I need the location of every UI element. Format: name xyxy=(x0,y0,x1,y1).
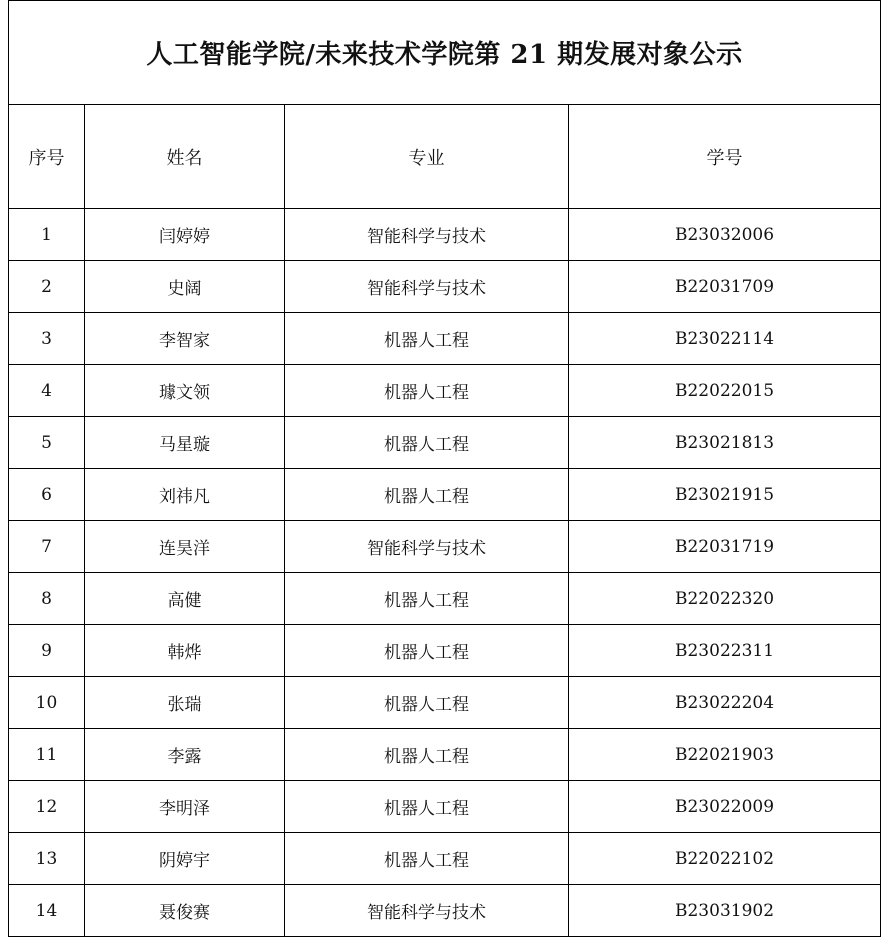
table-row xyxy=(9,833,881,885)
table-row xyxy=(9,781,881,833)
row-index: 2 xyxy=(9,261,85,313)
row-index: 7 xyxy=(9,521,85,573)
row-student-id: B22031709 xyxy=(569,261,881,313)
table-row xyxy=(9,729,881,781)
row-major: 智能科学与技术 xyxy=(285,885,569,937)
row-major: 机器人工程 xyxy=(285,677,569,729)
table-row xyxy=(9,521,881,573)
row-name: 韩烨 xyxy=(85,625,285,677)
table-row xyxy=(9,625,881,677)
announcement-table xyxy=(8,0,881,937)
table-row xyxy=(9,573,881,625)
row-name: 闫婷婷 xyxy=(85,209,285,261)
row-name: 李明泽 xyxy=(85,781,285,833)
row-major: 机器人工程 xyxy=(285,417,569,469)
table-row xyxy=(9,885,881,937)
row-index: 14 xyxy=(9,885,85,937)
row-major: 机器人工程 xyxy=(285,469,569,521)
table-row xyxy=(9,677,881,729)
row-name: 李智家 xyxy=(85,313,285,365)
row-student-id: B23022311 xyxy=(569,625,881,677)
header-row xyxy=(9,105,881,209)
table-row xyxy=(9,209,881,261)
row-major: 机器人工程 xyxy=(285,781,569,833)
row-student-id: B22022102 xyxy=(569,833,881,885)
header-name: 姓名 xyxy=(85,105,285,209)
table-row xyxy=(9,261,881,313)
row-name: 阴婷宇 xyxy=(85,833,285,885)
row-name: 马星璇 xyxy=(85,417,285,469)
row-student-id: B23021915 xyxy=(569,469,881,521)
row-index: 4 xyxy=(9,365,85,417)
title-row xyxy=(9,1,881,105)
row-major: 机器人工程 xyxy=(285,625,569,677)
header-index: 序号 xyxy=(9,105,85,209)
row-index: 13 xyxy=(9,833,85,885)
row-student-id: B22022320 xyxy=(569,573,881,625)
row-major: 机器人工程 xyxy=(285,365,569,417)
row-index: 6 xyxy=(9,469,85,521)
row-name: 高健 xyxy=(85,573,285,625)
row-student-id: B23032006 xyxy=(569,209,881,261)
row-student-id: B23022204 xyxy=(569,677,881,729)
row-major: 智能科学与技术 xyxy=(285,261,569,313)
row-index: 11 xyxy=(9,729,85,781)
row-major: 智能科学与技术 xyxy=(285,209,569,261)
row-name: 聂俊赛 xyxy=(85,885,285,937)
row-name: 刘祎凡 xyxy=(85,469,285,521)
table-row xyxy=(9,417,881,469)
table-title: 人工智能学院/未来技术学院第 21 期发展对象公示 xyxy=(9,1,881,105)
row-student-id: B22022015 xyxy=(569,365,881,417)
row-name: 张瑞 xyxy=(85,677,285,729)
row-student-id: B22031719 xyxy=(569,521,881,573)
row-student-id: B23031902 xyxy=(569,885,881,937)
table-body xyxy=(9,1,881,937)
row-student-id: B23021813 xyxy=(569,417,881,469)
row-index: 12 xyxy=(9,781,85,833)
table-row xyxy=(9,313,881,365)
row-major: 智能科学与技术 xyxy=(285,521,569,573)
row-index: 9 xyxy=(9,625,85,677)
header-student-id: 学号 xyxy=(569,105,881,209)
table-row xyxy=(9,365,881,417)
row-index: 10 xyxy=(9,677,85,729)
row-student-id: B23022009 xyxy=(569,781,881,833)
row-name: 连昊洋 xyxy=(85,521,285,573)
row-student-id: B22021903 xyxy=(569,729,881,781)
header-major: 专业 xyxy=(285,105,569,209)
row-student-id: B23022114 xyxy=(569,313,881,365)
row-major: 机器人工程 xyxy=(285,313,569,365)
row-index: 8 xyxy=(9,573,85,625)
row-name: 璩文领 xyxy=(85,365,285,417)
row-name: 李露 xyxy=(85,729,285,781)
row-major: 机器人工程 xyxy=(285,573,569,625)
row-index: 1 xyxy=(9,209,85,261)
row-index: 5 xyxy=(9,417,85,469)
row-name: 史阔 xyxy=(85,261,285,313)
table-row xyxy=(9,469,881,521)
row-major: 机器人工程 xyxy=(285,833,569,885)
row-index: 3 xyxy=(9,313,85,365)
row-major: 机器人工程 xyxy=(285,729,569,781)
